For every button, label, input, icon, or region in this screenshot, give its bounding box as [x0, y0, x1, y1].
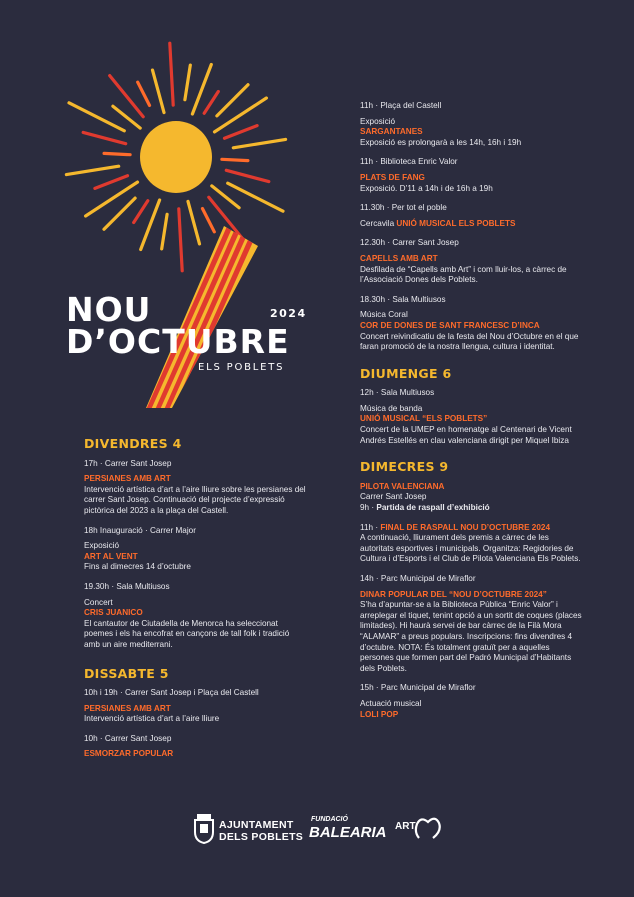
- event-name: UNIÓ MUSICAL ELS POBLETS: [396, 218, 516, 228]
- sun-ray: [222, 159, 248, 160]
- sun-ray: [134, 201, 148, 223]
- sun-ray: [83, 132, 126, 143]
- flag-red-stripe: [145, 224, 233, 412]
- sun-ray: [185, 65, 190, 100]
- event-time-location: 12.30h · Carrer Sant Josep: [360, 238, 459, 248]
- event-time-location: 19.30h · Sala Multiusos: [84, 581, 170, 591]
- ajuntament-line-1: AJUNTAMENT: [219, 819, 294, 831]
- event-time-location: 10h · Carrer Sant Josep: [84, 733, 172, 743]
- event-name-time: 11h ·: [360, 522, 381, 532]
- event-description: Fins al dimecres 14 d’octubre: [84, 562, 191, 572]
- event-category: Exposició: [84, 541, 120, 551]
- sun-ray: [86, 182, 138, 216]
- sun-ray: [188, 201, 200, 244]
- event-name-prefix: Cercavila: [360, 218, 397, 228]
- event-description: Exposició es prolongarà a les 14h, 16h i 19h: [360, 137, 522, 147]
- event-description: S’ha d’apuntar-se a la Biblioteca Pública “Enric Valor” i arreplegar el tiquet, tenint opció a un sortit de coques (places limitades). Hi haurà servei de bar càrrec de la Filà Mora “ALAMAR” a preus populars. Inscripcions: fins divendres 4 d’octubre. NOTA: És totalment gratuït per a aquelles persones que formen part del Padró Municipal d’Habitants dels Poblets.: [360, 600, 582, 673]
- event-time-location: 11.30h · Per tot el poble: [360, 203, 447, 213]
- ajuntament-line-2: DELS POBLETS: [219, 831, 304, 843]
- event-name: SARGANTANES: [360, 127, 423, 137]
- event-subline: [360, 503, 582, 514]
- event-time-location: 11h · Biblioteca Enric Valor: [360, 157, 458, 167]
- event-name-line: [360, 219, 582, 230]
- event-name: PILOTA VALENCIANA: [360, 481, 445, 491]
- coat-of-arms-icon: [193, 812, 215, 844]
- event-description: Concert reivindicatiu de la festa del Nou d’Octubre en el que faran promoció de la nostra llengua, cultura i identitat.: [360, 331, 579, 352]
- sun-ray: [225, 126, 258, 139]
- sun-ray: [204, 92, 218, 114]
- sun-ray: [203, 209, 215, 232]
- event-name: FINAL DE RASPALL NOU D’OCTUBRE 2024: [380, 522, 551, 532]
- event-name: COR DE DONES DE SANT FRANCESC D’INCA: [360, 320, 540, 330]
- event-category: Música Coral: [360, 310, 408, 320]
- event-time-location: 17h · Carrer Sant Josep: [84, 458, 172, 468]
- event-name: CAPELLS AMB ART: [360, 253, 438, 263]
- flag-red-stripe: [163, 224, 251, 412]
- sun-disc: [140, 121, 212, 193]
- day-heading-dissabte: DISSABTE 5: [84, 665, 169, 681]
- event-category: Exposició: [360, 116, 396, 126]
- fundacio-label: FUNDACIÓ: [311, 816, 348, 823]
- event-unio-musical: [360, 388, 582, 446]
- event-dinar-popular: [360, 574, 582, 674]
- event-persianes-1: [84, 459, 306, 517]
- event-pilota: [360, 482, 582, 514]
- event-persianes-2: [84, 688, 306, 725]
- art-logo-label: ART: [395, 821, 416, 832]
- sun-ray: [95, 176, 128, 189]
- year-label: 2024: [270, 307, 307, 320]
- sun-ray: [104, 153, 130, 154]
- sun-ray: [226, 170, 268, 181]
- event-name-line: [360, 523, 582, 534]
- event-cris-juanico: [84, 582, 306, 651]
- event-description: Concert de la UMEP en homenatge al Centenari de Vicent Andrés Estellés en clau valenciana dirigit per Miquel Ibiza: [360, 425, 572, 445]
- event-category: Música de banda: [360, 403, 423, 413]
- event-time-location: 18h Inauguració · Carrer Major: [84, 525, 196, 535]
- title-line-2: D’OCTUBRE: [66, 322, 290, 361]
- event-time-location: 15h · Parc Municipal de Miraflor: [360, 683, 476, 693]
- event-description: Intervenció artística d’art a l’aire lliure sobre les persianes del carrer Sant Josep. Continuació del projecte d’expressió pictòrica del 2023 a la plaça del Castell.: [84, 484, 306, 515]
- event-description: El cantautor de Ciutadella de Menorca ha seleccionat poemes i els ha encofrat en cançons de tall folk i tradició amb un aire mediterrani.: [84, 618, 290, 649]
- event-description: Exposició. D’11 a 14h i de 16h a 19h: [360, 183, 493, 193]
- event-time-location: 14h · Parc Municipal de Miraflor: [360, 574, 476, 583]
- right-column: [360, 101, 582, 729]
- sun-ray: [215, 98, 267, 132]
- event-category: Actuació musical: [360, 698, 422, 708]
- event-name: PERSIANES AMB ART: [84, 474, 171, 484]
- event-subline-title: Partida de raspall d’exhibició: [376, 503, 490, 513]
- day-heading-dimecres: DIMECRES 9: [360, 459, 449, 475]
- day-heading-diumenge: DIUMENGE 6: [360, 365, 452, 381]
- event-final-raspall: [360, 523, 582, 565]
- event-cor-de-dones: [360, 295, 582, 353]
- sun-ray: [162, 214, 167, 249]
- balearia-label: BALEARIA: [309, 824, 387, 841]
- event-sargantanes: [360, 101, 582, 148]
- event-name: CRIS JUANICO: [84, 608, 143, 618]
- sun-ray: [179, 209, 182, 271]
- sun-ray: [153, 70, 165, 113]
- event-time-location: 12h · Sala Multiusos: [360, 388, 435, 398]
- subtitle-label: ELS POBLETS: [198, 362, 285, 373]
- event-art-al-vent: [84, 526, 306, 573]
- event-name: UNIÓ MUSICAL “ELS POBLETS”: [360, 414, 488, 424]
- event-name: DINAR POPULAR DEL “NOU D’OCTUBRE 2024”: [360, 589, 547, 599]
- left-column: [84, 436, 306, 769]
- sun-ray: [170, 43, 173, 105]
- event-name: PERSIANES AMB ART: [84, 703, 171, 713]
- event-location: Carrer Sant Josep: [360, 492, 427, 502]
- footer-logos: [0, 806, 634, 856]
- event-time-location: 18.30h · Sala Multiusos: [360, 294, 446, 304]
- event-capells: [360, 238, 582, 285]
- event-time-location: 11h · Plaça del Castell: [360, 101, 442, 110]
- sun-ray: [66, 166, 118, 174]
- flag-stripes: [140, 220, 270, 420]
- sun-ray: [233, 139, 285, 147]
- event-name: LOLI POP: [360, 709, 399, 719]
- event-plats-de-fang: [360, 157, 582, 194]
- day-heading-divendres: DIVENDRES 4: [84, 436, 182, 451]
- heart-logo-icon: [413, 812, 443, 846]
- event-name: PLATS DE FANG: [360, 172, 425, 182]
- event-description: A continuació, lliurament dels premis a càrrec de les autoritats esportives i municipals. Organitza: Regidories de Cultura i d’Esports i el Club de Pilota Valenciana Els Poblets.: [360, 533, 581, 564]
- event-esmorzar: [84, 734, 306, 760]
- sun-ray: [138, 82, 150, 105]
- event-name: ESMORZAR POPULAR: [84, 749, 174, 759]
- event-name: ART AL VENT: [84, 551, 138, 561]
- flag-red-stripe: [154, 224, 242, 412]
- event-loli-pop: [360, 683, 582, 720]
- event-description: Desfilada de “Capells amb Art” i com lluir-los, a càrrec de l’Associació Dones dels Poblets.: [360, 264, 567, 285]
- event-subline-time: 9h ·: [360, 503, 377, 513]
- event-time-location: 10h i 19h · Carrer Sant Josep i Plaça del Castell: [84, 688, 259, 698]
- event-cercavila: [360, 203, 582, 229]
- event-category: Concert: [84, 597, 113, 607]
- title-line-1: NOU: [66, 290, 152, 329]
- event-description: Intervenció artística d’art a l’aire lliure: [84, 714, 220, 724]
